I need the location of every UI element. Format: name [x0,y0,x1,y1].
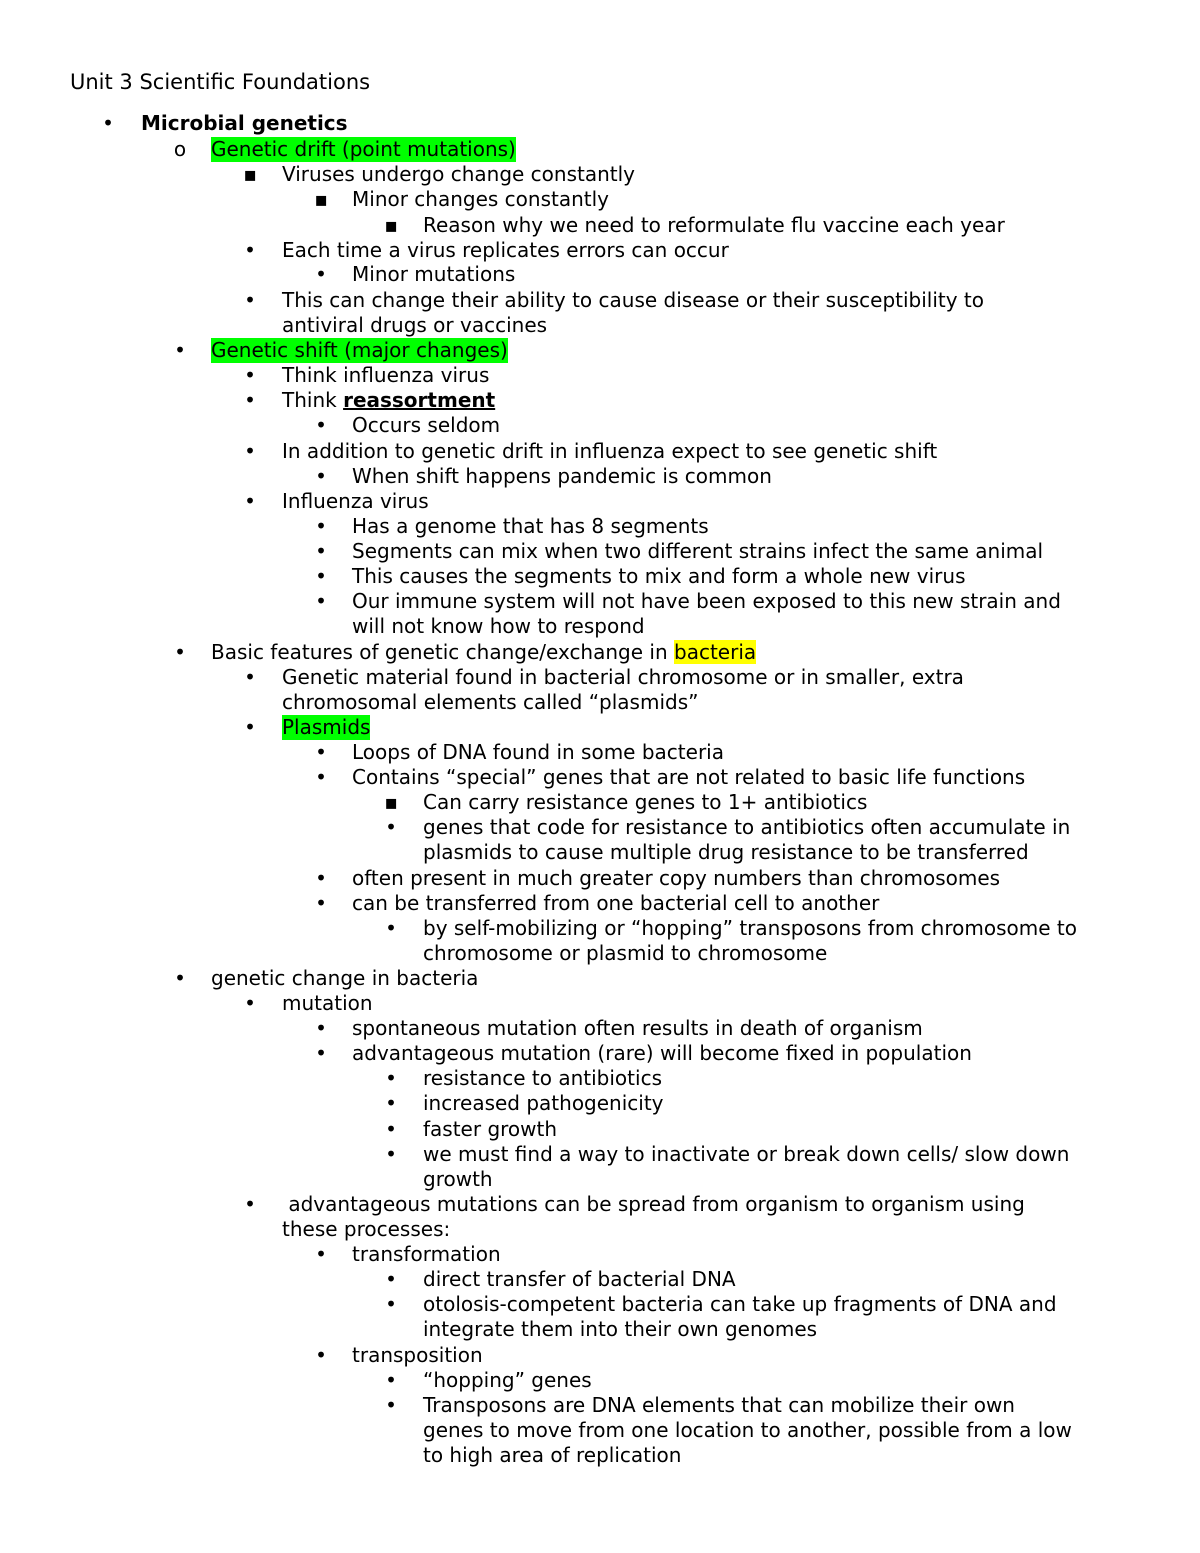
list-item: Contains “special” genes that are not related to basic life functions [352,765,1026,789]
list-item-continuation: growth [423,1167,493,1191]
list-item: In addition to genetic drift in influenza expect to see genetic shift [282,439,938,463]
list-item-continuation: integrate them into their own genomes [423,1317,818,1341]
heading-microbial-genetics: Microbial genetics [141,111,348,135]
bullet-dot-icon: • [385,1267,397,1291]
bullet-dot-icon: • [315,564,327,588]
bullet-dot-icon: • [315,1041,327,1065]
bullet-dot-icon: • [315,765,327,789]
list-item: advantageous mutation (rare) will become fixed in population [352,1041,972,1065]
bullet-dot-icon: • [244,715,256,739]
bullet-dot-icon: • [244,1192,256,1216]
highlight-genetic-drift: Genetic drift (point mutations) [211,137,516,161]
bullet-dot-icon: • [385,1393,397,1417]
list-item: faster growth [423,1117,558,1141]
list-item: Influenza virus [282,489,429,513]
bullet-dot-icon: • [385,916,397,940]
list-item: direct transfer of bacterial DNA [423,1267,736,1291]
list-item-text: Think [282,388,344,412]
bullet-dot-icon: • [315,413,327,437]
list-item-continuation: chromosome or plasmid to chromosome [423,941,828,965]
highlight-bacteria: bacteria [674,640,757,664]
list-item: Loops of DNA found in some bacteria [352,740,724,764]
list-item-continuation: genes to move from one location to another, possible from a low [423,1418,1072,1442]
list-item: by self-mobilizing or “hopping” transposons from chromosome to [423,916,1077,940]
bullet-dot-icon: • [244,238,256,262]
bullet-dot-icon: • [315,1343,327,1367]
bullet-dot-icon: • [385,1142,397,1166]
bullet-square-icon: ▪ [384,213,398,237]
list-item-continuation: plasmids to cause multiple drug resistance to be transferred [423,840,1029,864]
bullet-dot-icon: • [244,288,256,312]
list-item: Occurs seldom [352,413,501,437]
bullet-dot-icon: • [385,815,397,839]
bullet-dot-icon: • [244,388,256,412]
bullet-dot-icon: • [385,1117,397,1141]
list-item: genes that code for resistance to antibiotics often accumulate in [423,815,1071,839]
bullet-dot-icon: • [385,1292,397,1316]
bullet-square-icon: ▪ [314,187,328,211]
emphasis-reassortment: reassortment [343,388,496,412]
list-item: advantageous mutations can be spread from organism to organism using [282,1192,1025,1216]
bullet-dot-icon: • [174,640,186,664]
bullet-circle-icon: o [173,137,187,161]
list-item-continuation: chromosomal elements called “plasmids” [282,690,699,714]
bullet-dot-icon: • [315,866,327,890]
list-item: Has a genome that has 8 segments [352,514,709,538]
list-item: Can carry resistance genes to 1+ antibiotics [423,790,868,814]
bullet-dot-icon: • [315,891,327,915]
bullet-dot-icon: • [385,1368,397,1392]
bullet-dot-icon: • [244,489,256,513]
list-item: “hopping” genes [423,1368,592,1392]
bullet-dot-icon: • [385,1091,397,1115]
list-item: we must find a way to inactivate or break down cells/ slow down [423,1142,1070,1166]
bullet-square-icon: ▪ [384,790,398,814]
bullet-dot-icon: • [174,338,186,362]
bullet-dot-icon: • [315,539,327,563]
bullet-dot-icon: • [315,262,327,286]
bullet-dot-icon: • [244,665,256,689]
bullet-dot-icon: • [244,363,256,387]
list-item: can be transferred from one bacterial cell to another [352,891,880,915]
bullet-dot-icon: • [315,740,327,764]
document-title: Unit 3 Scientific Foundations [70,70,371,94]
list-item: genetic change in bacteria [211,966,479,990]
list-item: mutation [282,991,373,1015]
list-item: When shift happens pandemic is common [352,464,772,488]
list-item-continuation: to high area of replication [423,1443,682,1467]
bullet-dot-icon: • [315,464,327,488]
bullet-dot-icon: • [102,111,114,135]
list-item: resistance to antibiotics [423,1066,662,1090]
list-item: Think influenza virus [282,363,490,387]
list-item: often present in much greater copy numbers than chromosomes [352,866,1001,890]
list-item: Viruses undergo change constantly [282,162,636,186]
list-item: Minor changes constantly [352,187,610,211]
list-item-continuation: these processes: [282,1217,451,1241]
list-item: This causes the segments to mix and form a whole new virus [352,564,966,588]
list-item: Minor mutations [352,262,516,286]
bullet-dot-icon: • [315,1242,327,1266]
list-item [282,388,495,413]
highlight-genetic-shift: Genetic shift (major changes) [211,338,508,362]
list-item: Each time a virus replicates errors can occur [282,238,729,262]
list-item: increased pathogenicity [423,1091,664,1115]
list-item-continuation: will not know how to respond [352,614,645,638]
bullet-dot-icon: • [315,514,327,538]
bullet-square-icon: ▪ [243,162,257,186]
list-item: transposition [352,1343,483,1367]
list-item: transformation [352,1242,501,1266]
list-item: This can change their ability to cause disease or their susceptibility to [282,288,985,312]
bullet-dot-icon: • [244,439,256,463]
list-item: Segments can mix when two different strains infect the same animal [352,539,1044,563]
list-item: Reason why we need to reformulate flu vaccine each year [423,213,1005,237]
list-item-text: Basic features of genetic change/exchange in [211,640,674,664]
list-item: Genetic material found in bacterial chromosome or in smaller, extra [282,665,964,689]
bullet-dot-icon: • [385,1066,397,1090]
list-item-continuation: antiviral drugs or vaccines [282,313,548,337]
bullet-dot-icon: • [315,589,327,613]
bullet-dot-icon: • [174,966,186,990]
list-item: Our immune system will not have been exposed to this new strain and [352,589,1061,613]
highlight-plasmids: Plasmids [282,715,371,739]
bullet-dot-icon: • [315,1016,327,1040]
list-item [211,640,756,665]
list-item: spontaneous mutation often results in death of organism [352,1016,923,1040]
bullet-dot-icon: • [244,991,256,1015]
list-item: Transposons are DNA elements that can mobilize their own [423,1393,1015,1417]
list-item: otolosis-competent bacteria can take up fragments of DNA and [423,1292,1057,1316]
